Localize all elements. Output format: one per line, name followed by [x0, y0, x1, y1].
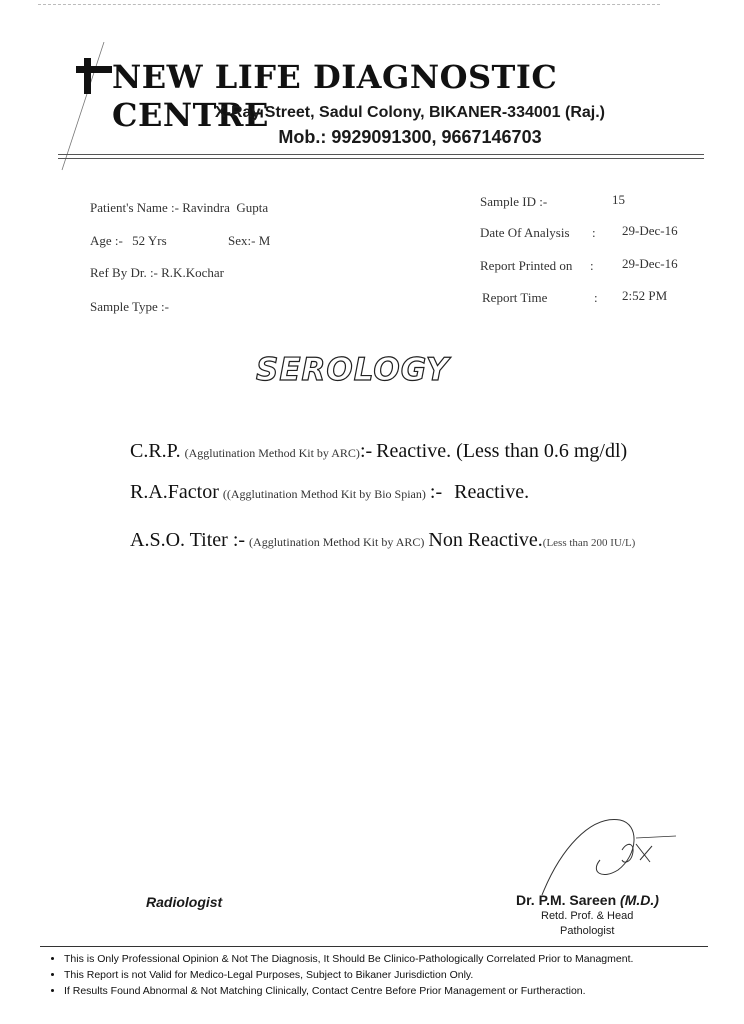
report-time: 2:52 PM — [622, 288, 668, 303]
top-border-line — [38, 4, 660, 5]
report-time-label: Report Time — [482, 290, 548, 305]
test-note: (Less than 200 IU/L) — [542, 537, 636, 549]
test-method: (Agglutination Method Kit by ARC) — [249, 535, 425, 549]
header-divider-lower — [58, 158, 704, 159]
test-result: Non Reactive. — [428, 529, 543, 551]
analysis-date: 29-Dec-16 — [622, 223, 678, 238]
patient-sex-row — [228, 233, 270, 249]
disclaimer-item: • This Report is not Valid for Medico-Legal Purposes, Subject to Bikaner Jurisdiction Only. — [64, 969, 633, 981]
patient-age-label: Age :- — [90, 233, 123, 248]
sample-id-label: Sample ID :- — [480, 194, 548, 209]
patient-name: Ravindra Gupta — [182, 200, 269, 215]
test-separator: :- — [359, 440, 373, 462]
test-result: Reactive. — [454, 481, 530, 503]
printed-date: 29-Dec-16 — [622, 256, 678, 271]
patient-name-row — [90, 200, 268, 216]
test-aso-titer — [130, 529, 635, 552]
test-crp — [130, 440, 627, 463]
section-title: SEROLOGY — [256, 352, 450, 388]
printed-date-label: Report Printed on — [480, 258, 573, 273]
centre-title: NEW LIFE DIAGNOSTIC CENTRE — [112, 58, 558, 134]
test-name: A.S.O. Titer :- — [130, 529, 246, 551]
patient-age: 52 Yrs — [132, 233, 167, 248]
test-separator: :- — [429, 481, 443, 503]
doctor-designation: Pathologist — [560, 925, 615, 937]
sample-type-label: Sample Type :- — [90, 299, 170, 314]
centre-mobile: Mob.: 9929091300, 9667146703 — [278, 127, 542, 147]
disclaimer-item: • This is Only Professional Opinion & Not The Diagnosis, It Should Be Clinico-Pathologically Correlated Prior to Managment. — [64, 953, 633, 965]
doctor-qualification: (M.D.) — [620, 892, 659, 908]
test-method: ((Agglutination Method Kit by Bio Spian) — [222, 487, 426, 501]
printed-date-colon: : — [590, 258, 594, 273]
patient-sex: M — [258, 233, 271, 248]
sample-id: 15 — [612, 192, 625, 207]
disclaimer-item: • If Results Found Abnormal & Not Matching Clinically, Contact Centre Before Prior Management or Furtheraction. — [64, 985, 633, 997]
signature-image — [540, 810, 680, 900]
report-time-colon: : — [594, 290, 598, 305]
doctor-title: Retd. Prof. & Head — [541, 910, 634, 922]
test-result: Reactive. (Less than 0.6 mg/dl) — [376, 440, 628, 462]
test-name: R.A.Factor — [130, 481, 219, 503]
doctor-signature-block — [516, 892, 659, 908]
patient-sex-label: Sex:- — [228, 233, 256, 248]
radiologist-label: Radiologist — [146, 894, 223, 910]
patient-age-row — [90, 233, 167, 249]
ref-doctor: R.K.Kochar — [161, 265, 224, 280]
analysis-date-label: Date Of Analysis — [480, 225, 570, 240]
footer-divider — [40, 946, 708, 947]
ref-doctor-row — [90, 265, 224, 281]
test-ra-factor — [130, 481, 529, 504]
header-divider — [58, 154, 704, 155]
disclaimer-list — [50, 953, 633, 1001]
sample-type-row — [90, 299, 169, 315]
ref-doctor-label: Ref By Dr. :- — [90, 265, 158, 280]
patient-name-label: Patient's Name :- — [90, 200, 179, 215]
doctor-name: Dr. P.M. Sareen — [516, 892, 617, 908]
analysis-date-colon: : — [592, 225, 596, 240]
centre-address: X-Ray Street, Sadul Colony, BIKANER-334001 (Raj.) — [214, 104, 606, 121]
test-method: (Agglutination Method Kit by ARC) — [184, 446, 360, 460]
test-name: C.R.P. — [130, 440, 181, 462]
